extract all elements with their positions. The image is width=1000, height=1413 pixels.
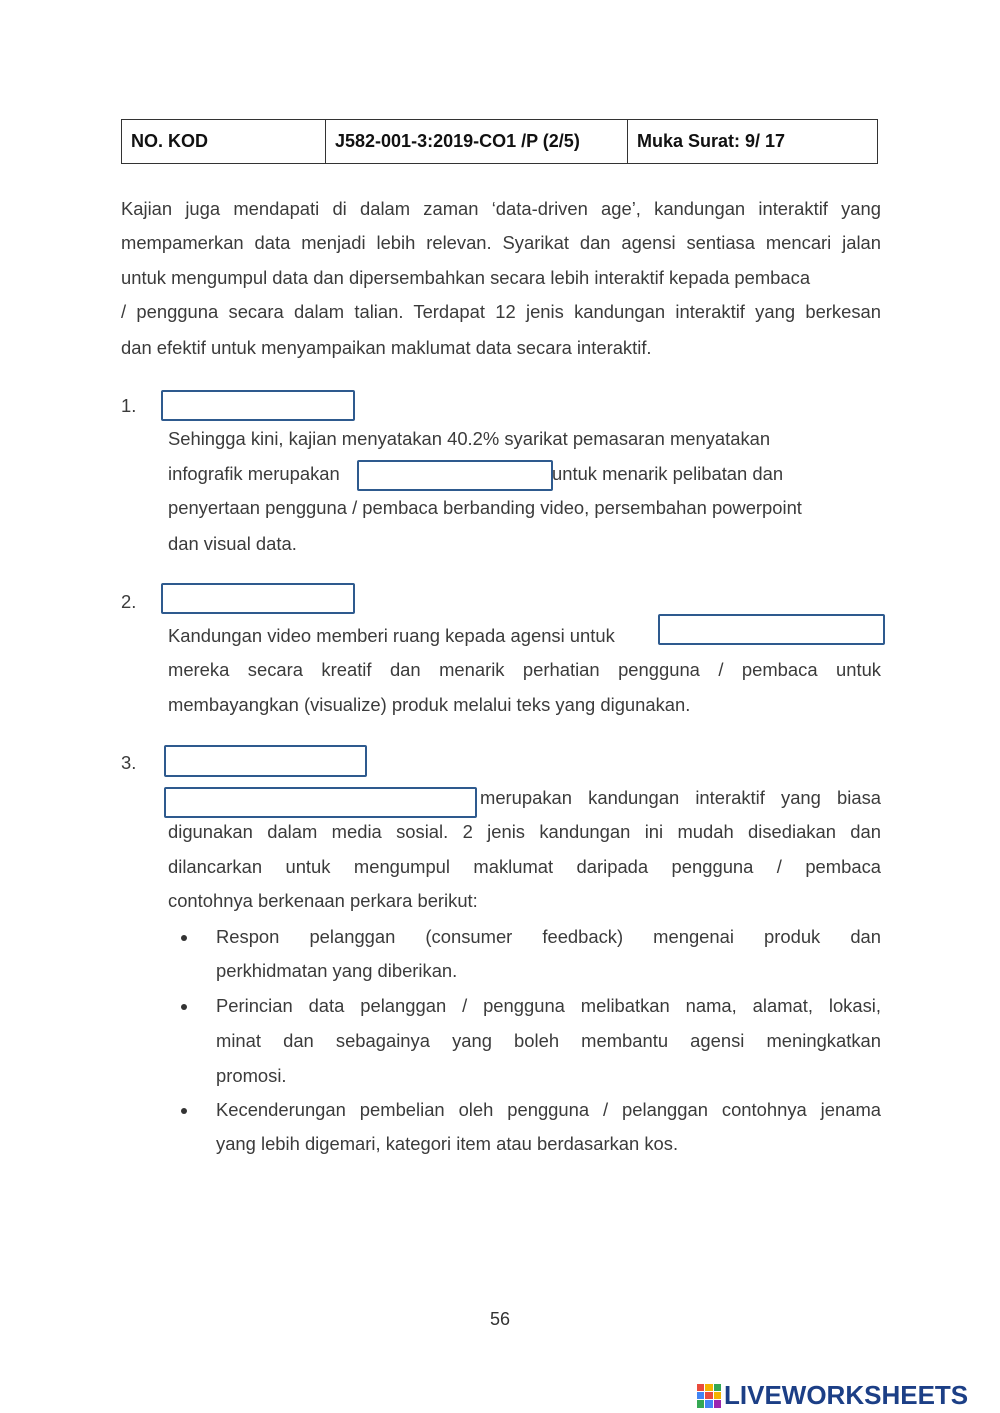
item-text: membayangkan (visualize) produk melalui teks yang digunakan. <box>168 694 691 715</box>
bullet-text: perkhidmatan yang diberikan. <box>216 960 458 981</box>
code-label: NO. KOD <box>131 131 209 151</box>
item-text: penyertaan pengguna / pembaca berbanding video, persembahan powerpoint <box>168 497 802 518</box>
item-text: contohnya berkenaan perkara berikut: <box>168 890 478 911</box>
liveworksheets-logo <box>697 1380 968 1411</box>
intro-line: / pengguna secara dalam talian. Terdapat 12 jenis kandungan interaktif yang berkesan <box>121 301 881 322</box>
bullet-text: Respon pelanggan (consumer feedback) mengenai produk dan <box>216 926 881 947</box>
answer-input-2-title[interactable] <box>161 583 355 614</box>
answer-input-2-blank[interactable] <box>658 614 885 645</box>
page-number: 56 <box>489 1309 511 1329</box>
intro-line: dan efektif untuk menyampaikan maklumat data secara interaktif. <box>121 337 652 358</box>
bullet-text: Kecenderungan pembelian oleh pengguna / pelanggan contohnya jenama <box>216 1099 881 1120</box>
item-text: digunakan dalam media sosial. 2 jenis kandungan ini mudah disediakan dan <box>168 821 881 842</box>
item-text: Kandungan video memberi ruang kepada agensi untuk <box>168 625 615 646</box>
bullet-text: Perincian data pelanggan / pengguna melibatkan nama, alamat, lokasi, <box>216 995 881 1016</box>
answer-input-1-blank[interactable] <box>357 460 553 491</box>
item-text: dan visual data. <box>168 533 297 554</box>
page-reference: Muka Surat: 9/ 17 <box>627 120 877 163</box>
bullet-text: yang lebih digemari, kategori item atau berdasarkan kos. <box>216 1133 679 1154</box>
intro-line: untuk mengumpul data dan dipersembahkan secara lebih interaktif kepada pembaca <box>121 267 811 288</box>
answer-input-3-title[interactable] <box>164 745 367 777</box>
bullet-dot <box>181 1004 187 1010</box>
item-number: 3. <box>121 752 137 773</box>
intro-line: Kajian juga mendapati di dalam zaman ‘data-driven age’, kandungan interaktif yang <box>121 198 881 219</box>
liveworksheets-logo-icon <box>697 1384 721 1408</box>
header-table <box>121 119 878 164</box>
answer-input-3-blank[interactable] <box>164 787 477 818</box>
item-text: dilancarkan untuk mengumpul maklumat daripada pengguna / pembaca <box>168 856 881 877</box>
item-text: Sehingga kini, kajian menyatakan 40.2% syarikat pemasaran menyatakan <box>168 428 771 449</box>
item-text: mereka secara kreatif dan menarik perhatian pengguna / pembaca untuk <box>168 659 881 680</box>
item-number: 1. <box>121 395 137 416</box>
item-text: merupakan kandungan interaktif yang biasa <box>480 787 881 808</box>
liveworksheets-wordmark: LIVEWORKSHEETS <box>724 1380 969 1410</box>
item-text: untuk menarik pelibatan dan <box>552 463 784 484</box>
intro-line: mempamerkan data menjadi lebih relevan. Syarikat dan agensi sentiasa mencari jalan <box>121 232 881 253</box>
answer-input-1-title[interactable] <box>161 390 355 421</box>
bullet-dot <box>181 1108 187 1114</box>
item-number: 2. <box>121 591 137 612</box>
code-value: J582-001-3:2019-CO1 /P (2/5) <box>325 120 627 163</box>
item-text: infografik merupakan <box>168 463 340 484</box>
bullet-dot <box>181 935 187 941</box>
bullet-text: promosi. <box>216 1065 287 1086</box>
bullet-text: minat dan sebagainya yang boleh membantu agensi meningkatkan <box>216 1030 881 1051</box>
